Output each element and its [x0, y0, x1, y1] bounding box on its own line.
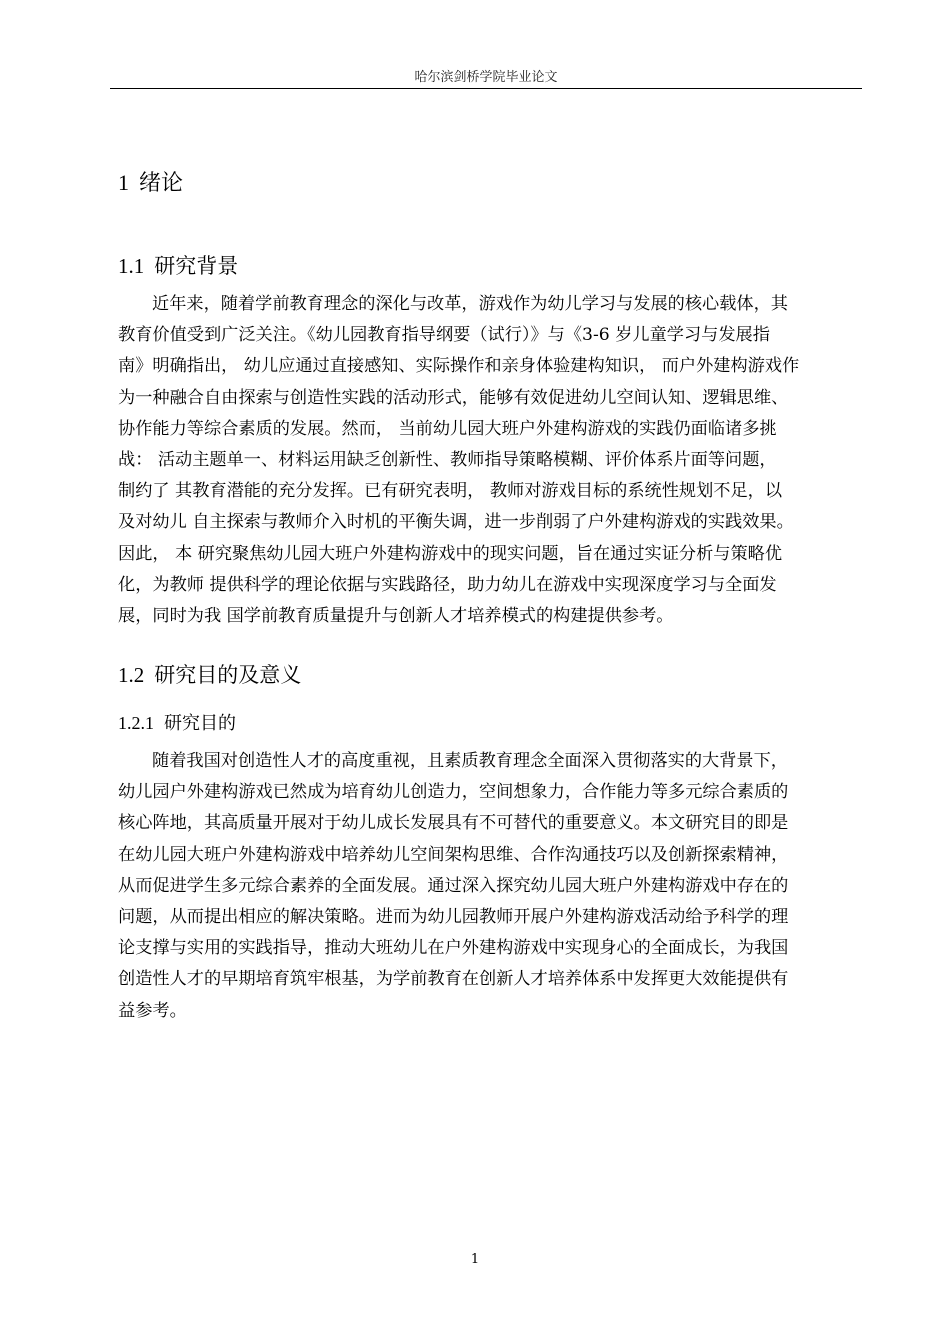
- section-title: 研究目的及意义: [154, 663, 302, 687]
- paragraph-line: 随着我国对创造性人才的高度重视，且素质教育理念全面深入贯彻落实的大背景下，: [152, 751, 788, 771]
- paragraph-line: 创造性人才的早期培育筑牢根基，为学前教育在创新人才培养体系中发挥更大效能提供有: [118, 969, 789, 990]
- chapter-title: 绪论: [139, 171, 184, 196]
- paragraph-line: 幼儿园户外建构游戏已然成为培育幼儿创造力，空间想象力，合作能力等多元综合素质的: [118, 782, 789, 803]
- paragraph-research-background: [118, 289, 863, 632]
- subsection-title: 研究目的: [164, 713, 236, 734]
- paragraph-line: 为一种融合自由探索与创造性实践的活动形式，能够有效促进幼儿空间认知、逻辑思维、: [118, 387, 789, 408]
- paragraph-line: 核心阵地，其高质量开展对于幼儿成长发展具有不可替代的重要意义。本文研究目的即是: [118, 813, 789, 834]
- section-heading-1-1: [118, 250, 238, 280]
- section-number: 1.1: [118, 254, 145, 278]
- paragraph-line: 在幼儿园大班户外建构游戏中培养幼儿空间架构思维、合作沟通技巧以及创新探索精神，: [118, 844, 789, 865]
- paragraph-line: 制约了 其教育潜能的充分发挥。已有研究表明， 教师对游戏目标的系统性规划不足，以: [118, 481, 783, 502]
- chapter-number: 1: [118, 170, 129, 195]
- paragraph-line: 从而促进学生多元综合素养的全面发展。通过深入探究幼儿园大班户外建构游戏中存在的: [118, 875, 789, 896]
- section-title: 研究背景: [154, 254, 239, 278]
- subsection-heading-1-2-1: [118, 709, 236, 735]
- paragraph-line: 问题，从而提出相应的解决策略。进而为幼儿园教师开展户外建构游戏活动给予科学的理: [118, 906, 789, 927]
- paragraph-line: 论支撑与实用的实践指导，推动大班幼儿在户外建构游戏中实现身心的全面成长，为我国: [118, 938, 789, 959]
- paragraph-line: 教育价值受到广泛关注。《幼儿园教育指导纲要（试行）》与《3-6 岁儿童学习与发展指: [118, 325, 770, 346]
- paragraph-line: 及对幼儿 自主探索与教师介入时机的平衡失调，进一步削弱了户外建构游戏的实践效果。: [118, 512, 794, 533]
- paragraph-line: 因此， 本 研究聚焦幼儿园大班户外建构游戏中的现实问题，旨在通过实证分析与策略优: [118, 543, 783, 564]
- paragraph-line: 南》明确指出， 幼儿应通过直接感知、实际操作和亲身体验建构知识， 而户外建构游戏作: [118, 356, 800, 377]
- paragraph-line: 化，为教师 提供科学的理论依据与实践路径，助力幼儿在游戏中实现深度学习与全面发: [118, 574, 777, 595]
- section-heading-1-2: [118, 659, 301, 689]
- paragraph-line: 战： 活动主题单一、材料运用缺乏创新性、教师指导策略模糊、评价体系片面等问题，: [118, 449, 777, 470]
- header-divider: [110, 88, 862, 89]
- page-number: 1: [470, 1252, 480, 1267]
- chapter-heading: [118, 166, 183, 197]
- paragraph-line: 展，同时为我 国学前教育质量提升与创新人才培养模式的构建提供参考。: [118, 605, 674, 626]
- paragraph-line: 协作能力等综合素质的发展。然而， 当前幼儿园大班户外建构游戏的实践仍面临诸多挑: [118, 418, 777, 439]
- paragraph-line: 近年来，随着学前教育理念的深化与改革，游戏作为幼儿学习与发展的核心载体，其: [152, 294, 788, 314]
- section-number: 1.2: [118, 663, 145, 687]
- paragraph-research-purpose: [118, 746, 863, 1027]
- running-header: 哈尔滨剑桥学院毕业论文: [414, 70, 558, 85]
- subsection-number: 1.2.1: [118, 713, 154, 733]
- paragraph-line: 益参考。: [118, 1000, 187, 1021]
